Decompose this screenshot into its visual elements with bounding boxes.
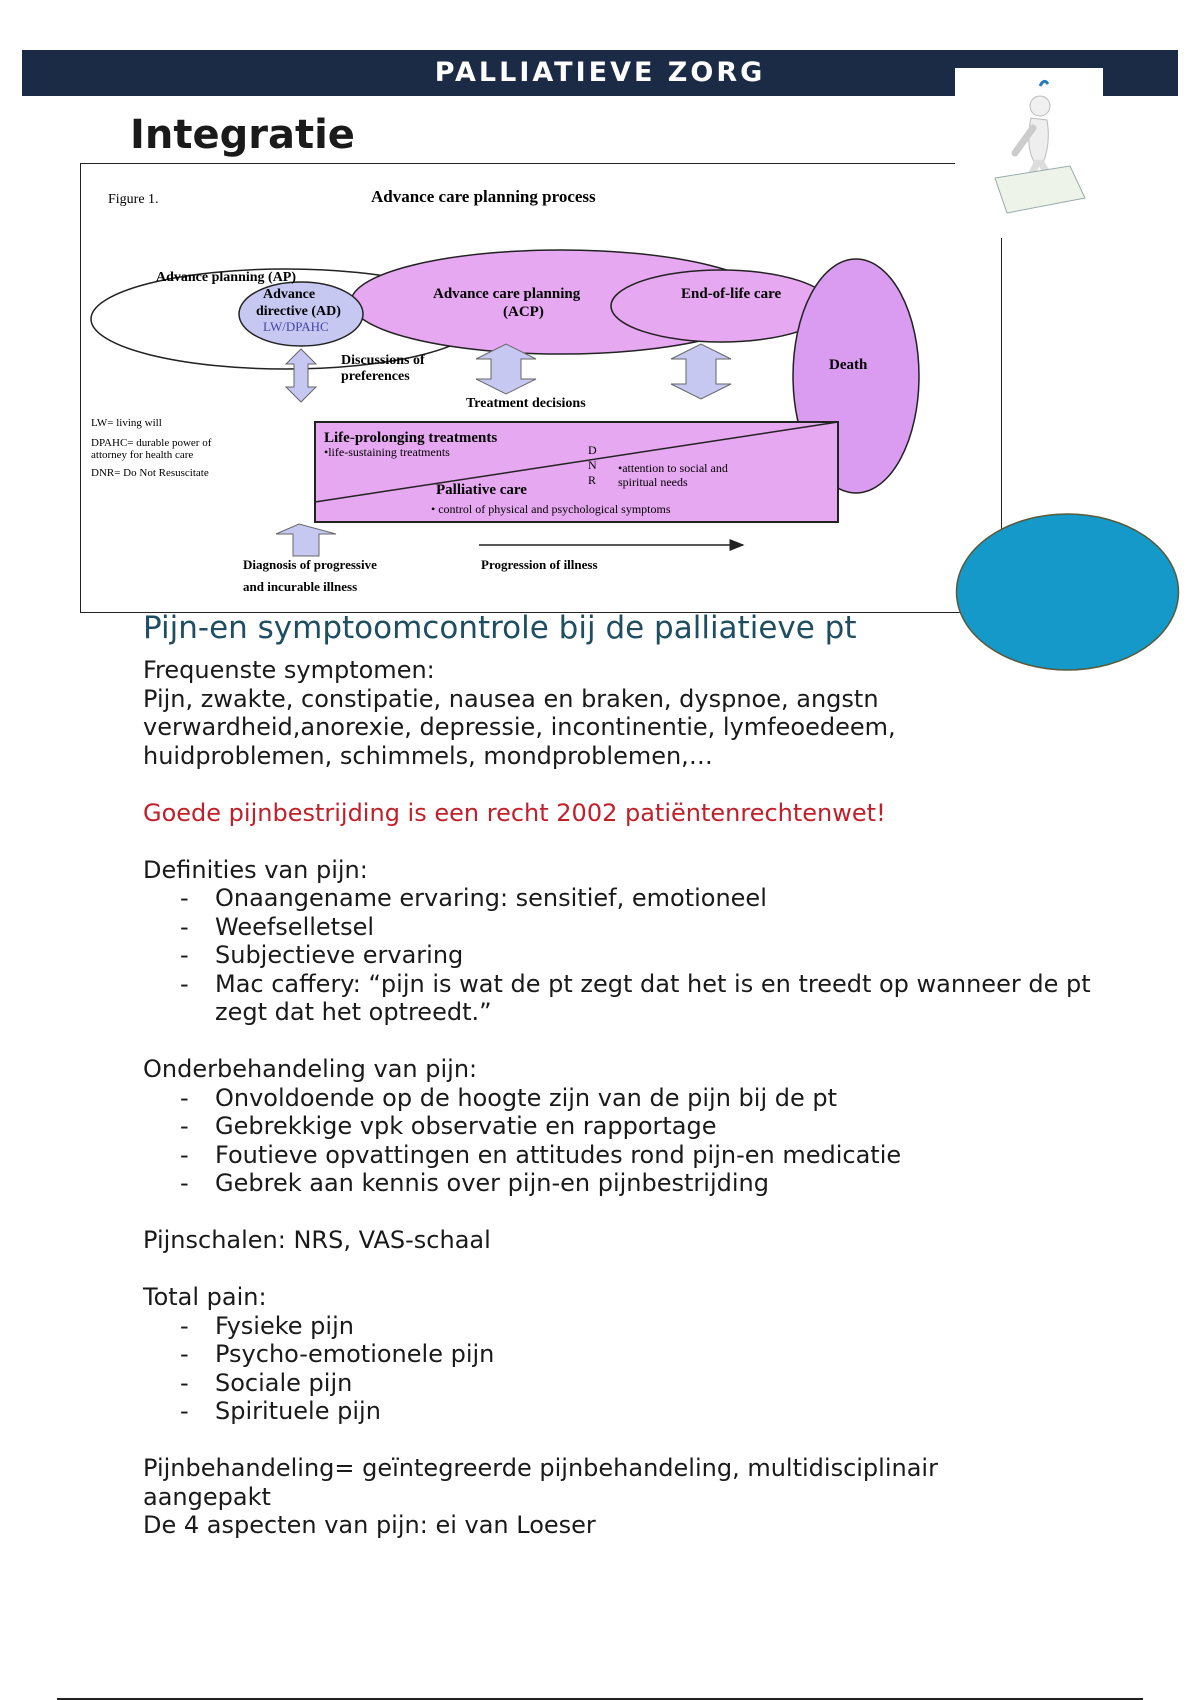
- total-pain-heading: Total pain:: [143, 1283, 267, 1311]
- clipart-image: [955, 68, 1103, 238]
- ad-label-3: LW/DPAHC: [263, 319, 329, 334]
- header-title: PALLIATIEVE ZORG: [434, 57, 766, 88]
- figure-title: Advance care planning process: [371, 187, 596, 206]
- lpt-sub: •life-sustaining treatments: [324, 445, 450, 459]
- blue-circle-shape: [955, 512, 1180, 672]
- dnr-n: N: [588, 458, 597, 472]
- progression-label: Progression of illness: [481, 557, 598, 572]
- eol-label: End-of-life care: [681, 286, 782, 302]
- list-item: - Spirituele pijn: [180, 1397, 1103, 1426]
- arrow-ad: [286, 349, 316, 402]
- list-item: - Gebrek aan kennis over pijn-en pijnbestrijding: [180, 1169, 1103, 1198]
- legend-dnr: DNR= Do Not Resuscitate: [91, 467, 209, 479]
- treatment-decisions: Treatment decisions: [466, 396, 586, 411]
- arrow-diagnosis: [276, 524, 336, 556]
- freq-line-3: huidproblemen, schimmels, mondproblemen,…: [143, 741, 713, 770]
- list-item: - Foutieve opvattingen en attitudes rond pijn-en medicatie: [180, 1141, 1103, 1170]
- legend-dpahc-2: attorney for health care: [91, 449, 194, 461]
- freq-line-1: Pijn, zwakte, constipatie, nausea en braken, dyspnoe, angstn: [143, 684, 879, 713]
- list-item: - Gebrekkige vpk observatie en rapportage: [180, 1112, 1103, 1141]
- figure-caption: Figure 1.: [108, 192, 159, 207]
- definitions-list: [143, 884, 1103, 1027]
- dnr-r: R: [588, 473, 597, 487]
- definitions-heading: Definities van pijn:: [143, 855, 368, 884]
- legend-dpahc-1: DPAHC= durable power of: [91, 437, 212, 449]
- palliative-title: Palliative care: [436, 482, 527, 498]
- legend-lw: LW= living will: [91, 417, 162, 429]
- palliative-sub: • control of physical and psychological symptoms: [431, 502, 671, 516]
- diagnosis-1: Diagnosis of progressive: [243, 557, 377, 572]
- discussions-1: Discussions of: [341, 353, 425, 368]
- list-item: - Sociale pijn: [180, 1369, 1103, 1398]
- arrow-eol: [671, 344, 731, 399]
- pain-scales: Pijnschalen: NRS, VAS-schaal: [143, 1226, 491, 1254]
- subheading: Pijn-en symptoomcontrole bij de palliatieve pt: [143, 610, 857, 646]
- list-item: - Psycho-emotionele pijn: [180, 1340, 1103, 1369]
- acp-diagram: [81, 164, 1001, 612]
- discussions-2: preferences: [341, 369, 410, 384]
- lpt-title: Life-prolonging treatments: [324, 430, 498, 446]
- attention-2: spiritual needs: [618, 475, 688, 489]
- list-item: - Onvoldoende op de hoogte zijn van de pijn bij de pt: [180, 1084, 1103, 1113]
- freq-line-2: verwardheid,anorexie, depressie, incontinentie, lymfeoedeem,: [143, 713, 896, 741]
- section-title: Integratie: [130, 112, 355, 158]
- undertreatment-heading: Onderbehandeling van pijn:: [143, 1055, 478, 1083]
- treatment-line-2: aangepakt: [143, 1482, 271, 1511]
- attention-1: •attention to social and: [618, 461, 728, 475]
- list-item: - Mac caffery: “pijn is wat de pt zegt dat het is en treedt op wanneer de pt zegt dat het optreedt.”: [180, 970, 1103, 1027]
- ad-label-1: Advance: [263, 287, 316, 302]
- list-item: - Weefselletsel: [180, 913, 1103, 942]
- diagnosis-2: and incurable illness: [243, 579, 358, 594]
- body-text: [143, 656, 1103, 1540]
- acp-figure: [80, 163, 1002, 613]
- freq-heading: Frequenste symptomen:: [143, 656, 435, 684]
- list-item: - Fysieke pijn: [180, 1312, 1103, 1341]
- acp-label-1: Advance care planning: [433, 286, 581, 302]
- list-item: - Subjectieve ervaring: [180, 941, 1103, 970]
- undertreatment-list: [143, 1084, 1103, 1198]
- list-item: - Onaangename ervaring: sensitief, emotioneel: [180, 884, 1103, 913]
- treatment-line-1: Pijnbehandeling= geïntegreerde pijnbehandeling, multidisciplinair: [143, 1454, 938, 1482]
- total-pain-list: [143, 1312, 1103, 1426]
- dnr-d: D: [588, 443, 597, 457]
- ap-label: Advance planning (AP): [156, 270, 297, 285]
- loeser-line: De 4 aspecten van pijn: ei van Loeser: [143, 1511, 596, 1539]
- rights-statement: Goede pijnbestrijding is een recht 2002 patiëntenrechtenwet!: [143, 798, 886, 827]
- death-label: Death: [829, 357, 868, 373]
- acp-label-2: (ACP): [503, 304, 544, 320]
- ad-label-2: directive (AD): [256, 304, 341, 319]
